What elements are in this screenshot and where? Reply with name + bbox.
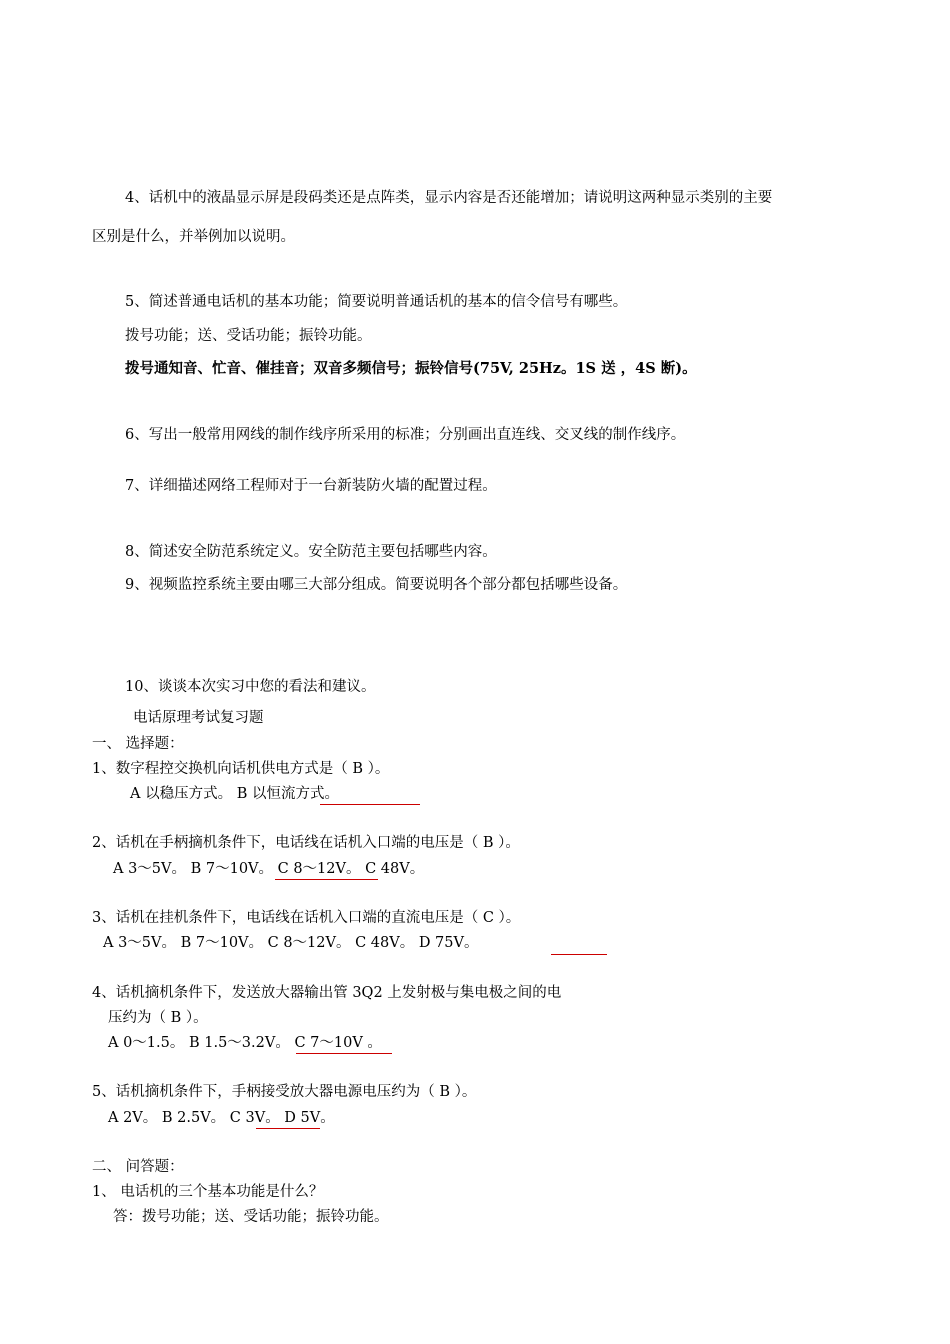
answer-underline xyxy=(320,804,420,805)
question-9: 9、视频监控系统主要由哪三大部分组成。简要说明各个部分都包括哪些设备。 xyxy=(125,577,628,593)
mc-question-5: 5、话机摘机条件下，手柄接受放大器电源电压约为（ B ）。 xyxy=(92,1084,477,1100)
section-choice-heading: 一、 选择题： xyxy=(92,736,184,752)
section-qa-heading: 二、 问答题： xyxy=(92,1159,184,1175)
mc-question-2: 2、话机在手柄摘机条件下，电话线在话机入口端的电压是（ B ）。 xyxy=(92,835,520,851)
question-5: 5、简述普通电话机的基本功能；简要说明普通话机的基本的信令信号有哪些。 xyxy=(125,294,628,310)
question-10: 10、谈谈本次实习中您的看法和建议。 xyxy=(125,679,376,695)
question-7: 7、详细描述网络工程师对于一台新装防火墙的配置过程。 xyxy=(125,478,497,494)
question-5-answer-1: 拨号功能；送、受话功能；振铃功能。 xyxy=(125,328,372,344)
mc-question-4: 4、话机摘机条件下，发送放大器输出管 3Q2 上发射极与集电极之间的电 xyxy=(92,985,562,1001)
mc-options-5: A 2V。 B 2.5V。 C 3V。 D 5V。 xyxy=(108,1110,335,1126)
question-4-line-1: 4、话机中的液晶显示屏是段码类还是点阵类，显示内容是否还能增加；请说明这两种显示类别的主要 xyxy=(125,190,773,206)
question-8: 8、简述安全防范系统定义。安全防范主要包括哪些内容。 xyxy=(125,544,497,560)
mc-question-3: 3、话机在挂机条件下，电话线在话机入口端的直流电压是（ C ）。 xyxy=(92,910,521,926)
review-title: 电话原理考试复习题 xyxy=(133,710,264,726)
question-5-answer-2: 拨号通知音、忙音、催挂音；双音多频信号；振铃信号(75V, 25Hz。1S 送 ，4S 断)。 xyxy=(125,360,697,377)
answer-underline xyxy=(551,954,607,955)
mc-question-4-cont: 压约为（ B ）。 xyxy=(108,1010,208,1026)
answer-underline xyxy=(275,879,378,880)
mc-options-3: A 3～5V。 B 7～10V。 C 8～12V。 C 48V。 D 75V。 xyxy=(103,935,479,951)
question-4-line-2: 区别是什么，并举例加以说明。 xyxy=(92,229,295,245)
qa-answer-1: 答：拨号功能；送、受话功能；振铃功能。 xyxy=(113,1209,389,1225)
mc-options-2: A 3～5V。 B 7～10V。 C 8～12V。 C 48V。 xyxy=(113,861,425,877)
mc-question-1: 1、数字程控交换机向话机供电方式是（ B ）。 xyxy=(92,761,390,777)
answer-underline xyxy=(296,1053,392,1054)
question-6: 6、写出一般常用网线的制作线序所采用的标准；分别画出直连线、交叉线的制作线序。 xyxy=(125,427,686,443)
answer-underline xyxy=(256,1128,320,1129)
mc-options-4: A 0～1.5。 B 1.5～3.2V。 C 7～10V 。 xyxy=(108,1035,382,1051)
qa-question-1: 1、 电话机的三个基本功能是什么？ xyxy=(92,1184,324,1200)
mc-options-1: A 以稳压方式。 B 以恒流方式。 xyxy=(130,786,339,802)
